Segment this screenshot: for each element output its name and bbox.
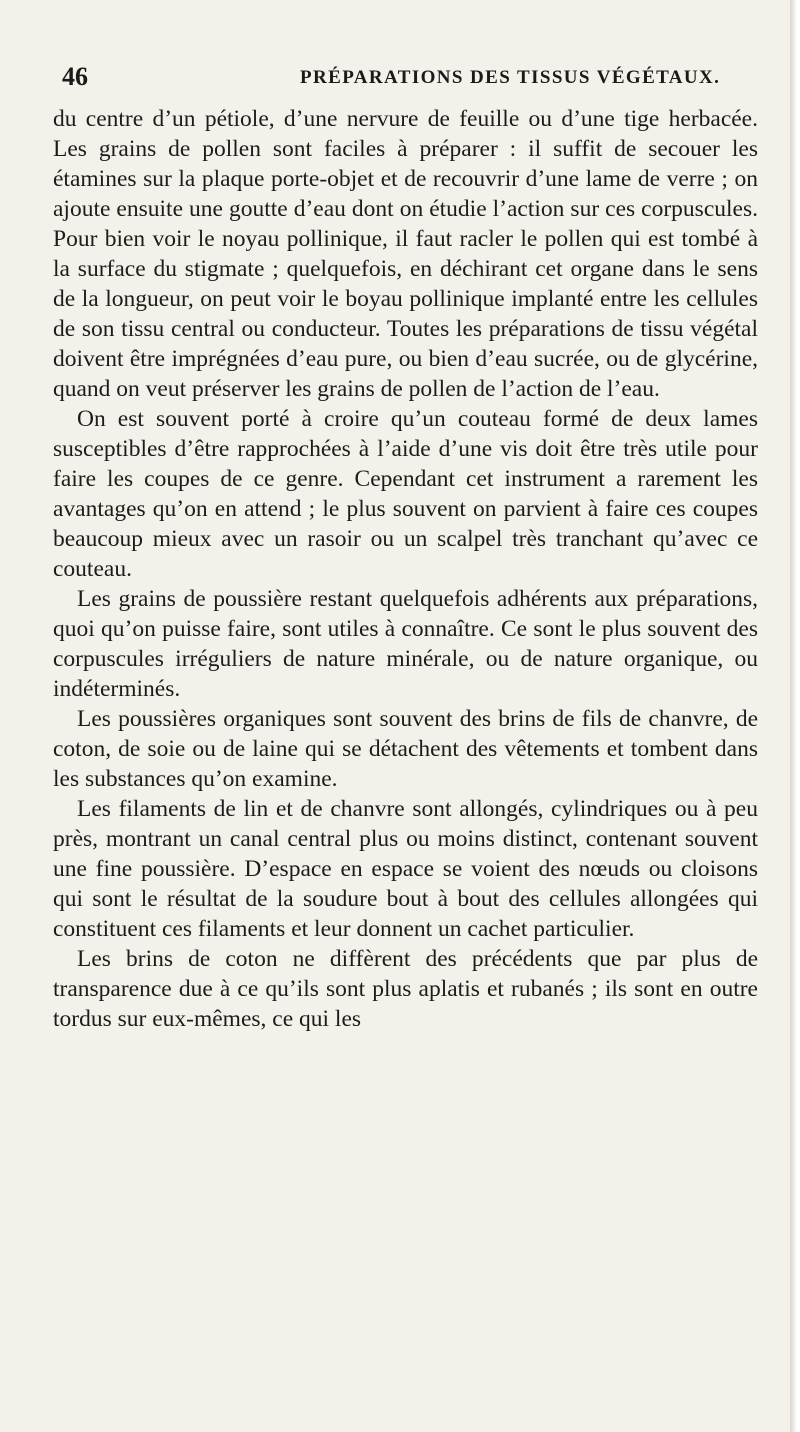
paragraph: Les poussières organiques sont souvent des brins de fils de chanvre, de coton, de soie ou de laine qui se détachent des vêtements et tombent dans les substances qu’on examine.	[53, 706, 758, 792]
page-header	[62, 62, 752, 102]
paragraph: Les filaments de lin et de chanvre sont allongés, cylindriques ou à peu près, montrant un canal central plus ou moins distinct, contenant souvent une fine poussière. D’espace en espace se voient des nœuds ou cloisons qui sont le résultat de la soudure bout à bout des cellules allongées qui constituent ces filaments et leur donnent un cachet particulier.	[53, 796, 758, 942]
paragraph: On est souvent porté à croire qu’un couteau formé de deux lames susceptibles d’être rapprochées à l’aide d’une vis doit être très utile pour faire les coupes de ce genre. Cependant cet instrument a rarement les avantages qu’on en attend ; le plus souvent on parvient à faire ces coupes beaucoup mieux avec un rasoir ou un scalpel très tranchant qu’avec ce couteau.	[53, 406, 758, 582]
running-head: PRÉPARATIONS DES TISSUS VÉGÉTAUX.	[300, 67, 721, 88]
page-number: 46	[62, 62, 88, 91]
paragraph: Les grains de poussière restant quelquefois adhérents aux préparations, quoi qu’on puisse faire, sont utiles à connaître. Ce sont le plus souvent des corpuscules irréguliers de nature minérale, ou de nature organique, ou indéterminés.	[53, 586, 758, 702]
paragraph: Les brins de coton ne diffèrent des précédents que par plus de transparence due à ce qu’ils sont plus aplatis et rubanés ; ils sont en outre tordus sur eux-mêmes, ce qui les	[53, 946, 758, 1032]
body-text	[53, 104, 758, 1034]
page-edge	[790, 0, 800, 1432]
paragraph: du centre d’un pétiole, d’une nervure de feuille ou d’une tige herbacée. Les grains de pollen sont faciles à préparer : il suffit de secouer les étamines sur la plaque porte-objet et de recouvrir d’une lame de verre ; on ajoute ensuite une goutte d’eau dont on étudie l’action sur ces corpuscules. Pour bien voir le noyau pollinique, il faut racler le pollen qui est tombé à la surface du stigmate ; quelquefois, en déchirant cet organe dans le sens de la longueur, on peut voir le boyau pollinique implanté entre les cellules de son tissu central ou conducteur. Toutes les préparations de tissu végétal doivent être imprégnées d’eau pure, ou bien d’eau sucrée, ou de glycérine, quand on veut préserver les grains de pollen de l’action de l’eau.	[53, 106, 758, 402]
